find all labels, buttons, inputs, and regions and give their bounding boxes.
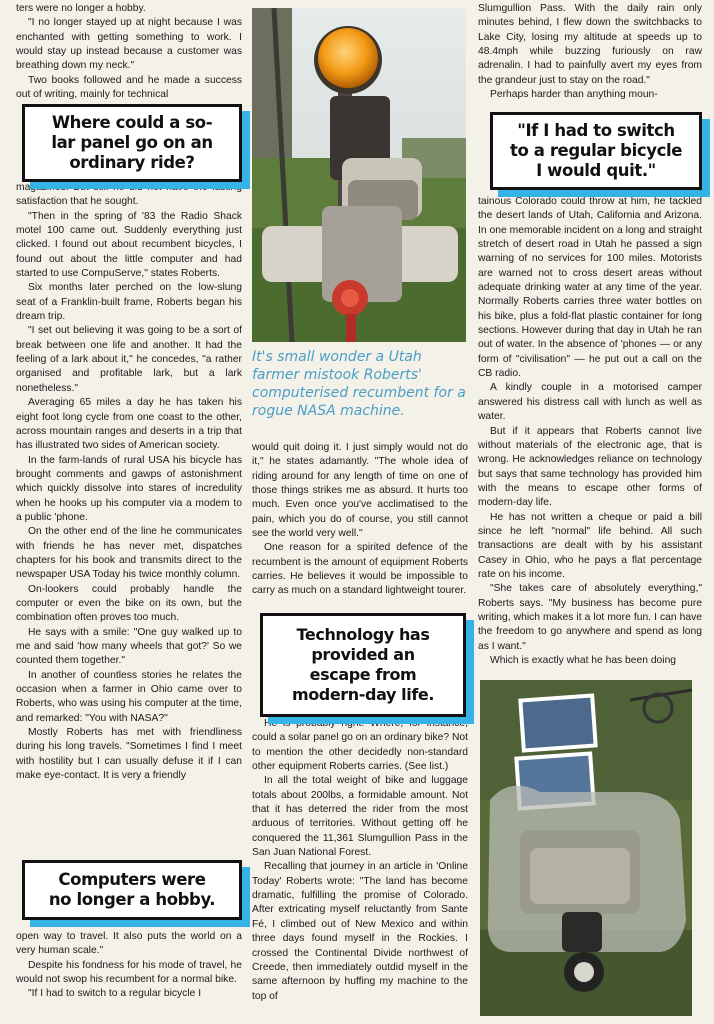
pull-quote-computers — [22, 860, 242, 920]
pull-quote-line: Computers were — [58, 870, 206, 889]
pull-quote-line: ordinary ride? — [69, 153, 195, 172]
col1-top — [16, 2, 242, 102]
paragraph: Two books followed and he made a success out of writing, mainly for technical — [16, 74, 242, 101]
paragraph: A kindly couple in a motorised camper answered his distress call with lunch as well as water. — [478, 382, 702, 423]
paragraph: ters were no longer a hobby. — [16, 3, 146, 14]
col1-bottom — [16, 930, 242, 1002]
paragraph: Perhaps harder than anything moun- — [490, 89, 658, 101]
paragraph: "I no longer stayed up at night because I was enchanted with getting something to work. I would stay up instead because a customer was breathing down my neck." — [16, 17, 242, 72]
col2-bottom — [252, 717, 468, 1004]
paragraph: In all the total weight of bike and luggage totals about 200lbs, a formidable amount. Not that it has deterred the rider from the most arduous of territories. Without getting off he conquered the 11,361 Slumgullion Pass in the San Juan National Forest. — [252, 775, 468, 859]
paragraph: "Then in the spring of '83 the Radio Shack motel 100 came out. Suddenly everything just clicked. I found out about recumbent bicycles, I found out about the little computer and had started to use CompuServe," states Roberts. — [16, 210, 242, 280]
paragraph: open way to travel. It also puts the world on a very human scale." — [16, 931, 242, 957]
pull-quote-line: escape from — [309, 665, 417, 684]
pull-quote-line: Where could a so- — [51, 113, 213, 132]
paragraph: Which is exactly what he has been doing — [490, 655, 677, 666]
paragraph: Slumgullion Pass. With the daily rain only minutes behind, I flew down the switchbacks to Lake City, losing my altitude at speeds up to 48.4mph while buzzing furiously on raw adrenalin. I had to painfully avert my eyes from the grandeur just to stay on the road." — [478, 3, 702, 86]
paragraph: tainous Colorado could throw at him, he tackled the desert lands of Utah, California and Arizona. In one memorable incident on a long and straight stretch of desert road in Utah he passed a sign warning of no services for 100 miles. Motorists are warned not to cross desert areas without adequate drinking water at any time of the year. Normally Roberts carries three water bottles on his bike, plus a fold-flat plastic container for long sections. However during that day in Utah he ran out of water. In the absence of 'phones — or any form of "civilisation" — he put out a call on the CB radio. — [478, 196, 702, 380]
paragraph: In another of countless stories he relates the occasion when a farmer in Ohio came over to Roberts, who was using his computer at the time, and remarked: "You with NASA?" — [16, 669, 242, 724]
pull-quote-technology — [260, 613, 466, 717]
paragraph: Mostly Roberts has met with friendliness during his long travels. "Sometimes I find I meet with hostility but I can usually defuse it if I can make eye-contact. It is very a friendly — [16, 727, 242, 782]
paragraph: "She takes care of absolutely everything," Roberts says. "My business has become pure writing, which makes it a lot more fun. I can have the freedom to go anywhere and spend as long as I want." — [478, 583, 702, 652]
paragraph: magazines. But still he did not have the lasting satisfaction that he sought. — [16, 182, 242, 208]
col3-top — [478, 2, 702, 102]
paragraph: He is probably right. Where, for instance, could a solar panel go on an ordinary bike? Not to mention the other decidedly non-standard other equipment Roberts carries. (See list.) — [252, 718, 468, 773]
pull-quote-solar-panel — [22, 104, 242, 182]
paragraph: Averaging 65 miles a day he has taken his eight foot long cycle from one coast to the other, across mountain ranges and deserts in a trip that has illustrated two sides of American society. — [16, 397, 242, 452]
pull-quote-line: Technology has — [296, 625, 430, 644]
paragraph: On the other end of the line he communicates with friends he has never met, dispatches chapters for his book and transmits direct to the newspaper USA Today his twice monthly column. — [16, 526, 242, 581]
col1-middle — [16, 181, 242, 783]
col3-middle — [478, 195, 702, 668]
paragraph: But if it appears that Roberts cannot live without materials of the electronic age, that is wrong. He acknowledges reliance on technology but says that same technology has provided him with the means to escape other forms of modern-day life. — [478, 425, 702, 509]
paragraph: He has not written a cheque or paid a bill since he left "normal" life behind. All such transactions are dealt with by his assistant Casey in Ohio, who he pays a flat percentage rate on his income. — [478, 511, 702, 580]
paragraph: Six months later perched on the low-slung seat of a Franklin-built frame, Roberts began his dream trip. — [16, 282, 242, 323]
solar-panel-bicycle-photo — [480, 680, 692, 1016]
paragraph: Despite his fondness for his mode of travel, he would not swop his recumbent for a normal bike. — [16, 959, 242, 986]
pull-quote-line: "If I had to switch — [517, 121, 675, 140]
paragraph: would quit doing it. I just simply would not do it," he states adamantly. "The whole idea of riding around for any length of time on one of those things strikes me as absurd. It hurts too much. Even once you've acclimatised to the pain, which you do of course, you still cannot see the world very well." — [252, 442, 468, 540]
bicycle-rear-photo — [252, 8, 466, 342]
photo-caption: It's small wonder a Utah farmer mistook Roberts' computerised recumbent for a rogue NASA machine. — [252, 349, 466, 419]
paragraph: "I set out believing it was going to be a sort of break between one life and another. It had the feeling of a lark about it," he concedes, "a rather organised and profitable lark, but a lark nonetheless." — [16, 325, 242, 394]
pull-quote-line: I would quit." — [536, 161, 656, 180]
pull-quote-line: modern-day life. — [291, 685, 435, 704]
col2-top — [252, 441, 468, 599]
paragraph: He says with a smile: "One guy walked up to me and said 'how many wheels that got?' So we counted them together." — [16, 626, 242, 667]
paragraph: One reason for a spirited defence of the recumbent is the amount of equipment Roberts carries. He believes it would be impossible to carry as much on a standard lightweight tourer. — [252, 542, 468, 597]
paragraph: "If I had to switch to a regular bicycle I — [28, 988, 202, 1000]
bicycle-rear-illustration — [252, 8, 466, 342]
pull-quote-line: to a regular bicycle — [509, 141, 683, 160]
paragraph: Recalling that journey in an article in 'Online Today' Roberts wrote: "The land has become dramatic, fulfilling the promise of Colorado. After extricating myself reluctantly from Sante Fé, I climbed out of New Mexico and within three days found myself in the Rockies. I crossed the Continental Divide northwest of Creede, then immediately outdid myself in the same afternoon by huffing my machine to the top of — [252, 861, 468, 1002]
pull-quote-line: provided an — [311, 645, 415, 664]
solar-panel-illustration — [480, 680, 692, 1016]
pull-quote-line: no longer a hobby. — [48, 890, 216, 909]
paragraph: In the farm-lands of rural USA his bicycle has brought comments and gawps of astonishment which quickly dissolve into stares of incredulity when he hooks up his computer via a modem to a public 'phone. — [16, 454, 242, 523]
paragraph: On-lookers could probably handle the computer or even the bike on its own, but the combination often proves too much. — [16, 583, 242, 624]
pull-quote-regular-bicycle — [490, 112, 702, 190]
pull-quote-line: lar panel go on an — [51, 133, 213, 152]
